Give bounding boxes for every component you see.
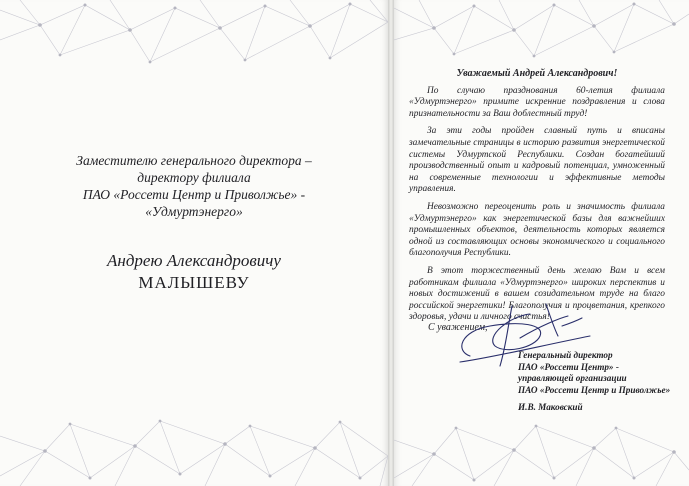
network-pattern-bottom-left <box>0 416 388 486</box>
letter-paragraph: По случаю празднования 60-летия филиала «Удмуртэнерго» примите искренние поздравления и слова признательности за Ваш доблестный труд! <box>409 85 665 119</box>
letter-paragraph: За эти годы пройден славный путь и вписаны замечательные страницы в историю развития энергетической системы Удмуртской Республики. Создан богатейший производственный опыт и кадровый потенциал, умноженный на современные технологии и эффективные методы управления. <box>409 126 665 195</box>
signatory-name: И.В. Маковский <box>518 402 583 412</box>
letter-paragraph: Невозможно переоценить роль и значимость филиала «Удмуртэнерго» как энергетической базы для важнейших промышленных объектов, деятельность которых является одной из составляющих основы экономического и социального благополучия Республики. <box>409 201 665 259</box>
signatory-block <box>518 350 670 414</box>
signatory-line: ПАО «Россети Центр и Приволжье» <box>518 384 671 395</box>
recipient-first-name: Андрею Александровичу <box>107 251 281 270</box>
signatory-line: ПАО «Россети Центр» - <box>518 361 619 372</box>
signatory-line: управляющей организации <box>518 373 627 383</box>
letter-closing: С уважением, <box>428 322 488 333</box>
addressee-line: «Удмуртэнерго» <box>145 204 243 219</box>
letter-body <box>409 68 665 330</box>
letter-greeting: Уважаемый Андрей Александрович! <box>456 68 618 79</box>
network-pattern-top-left <box>0 0 388 70</box>
addressee-line: ПАО «Россети Центр и Приволжье» - <box>82 187 306 202</box>
addressee-line: Заместителю генерального директора – <box>76 153 312 168</box>
letter-paragraph: В этот торжественный день желаю Вам и всем работникам филиала «Удмуртэнерго» широких перспектив и новых достижений в вашем созидательном труде на благо российской энергетики! Благополучия и процветания, крепкого здоровья, удачи и личного счастья! <box>409 265 665 323</box>
addressee-block <box>30 152 358 220</box>
recipient-block <box>30 250 358 294</box>
network-pattern-bottom-right <box>394 420 689 486</box>
addressee-line: директору филиала <box>137 170 251 185</box>
recipient-last-name: МАЛЫШЕВУ <box>138 273 250 292</box>
network-pattern-top-right <box>394 0 689 62</box>
signatory-line: Генеральный директор <box>518 350 613 360</box>
